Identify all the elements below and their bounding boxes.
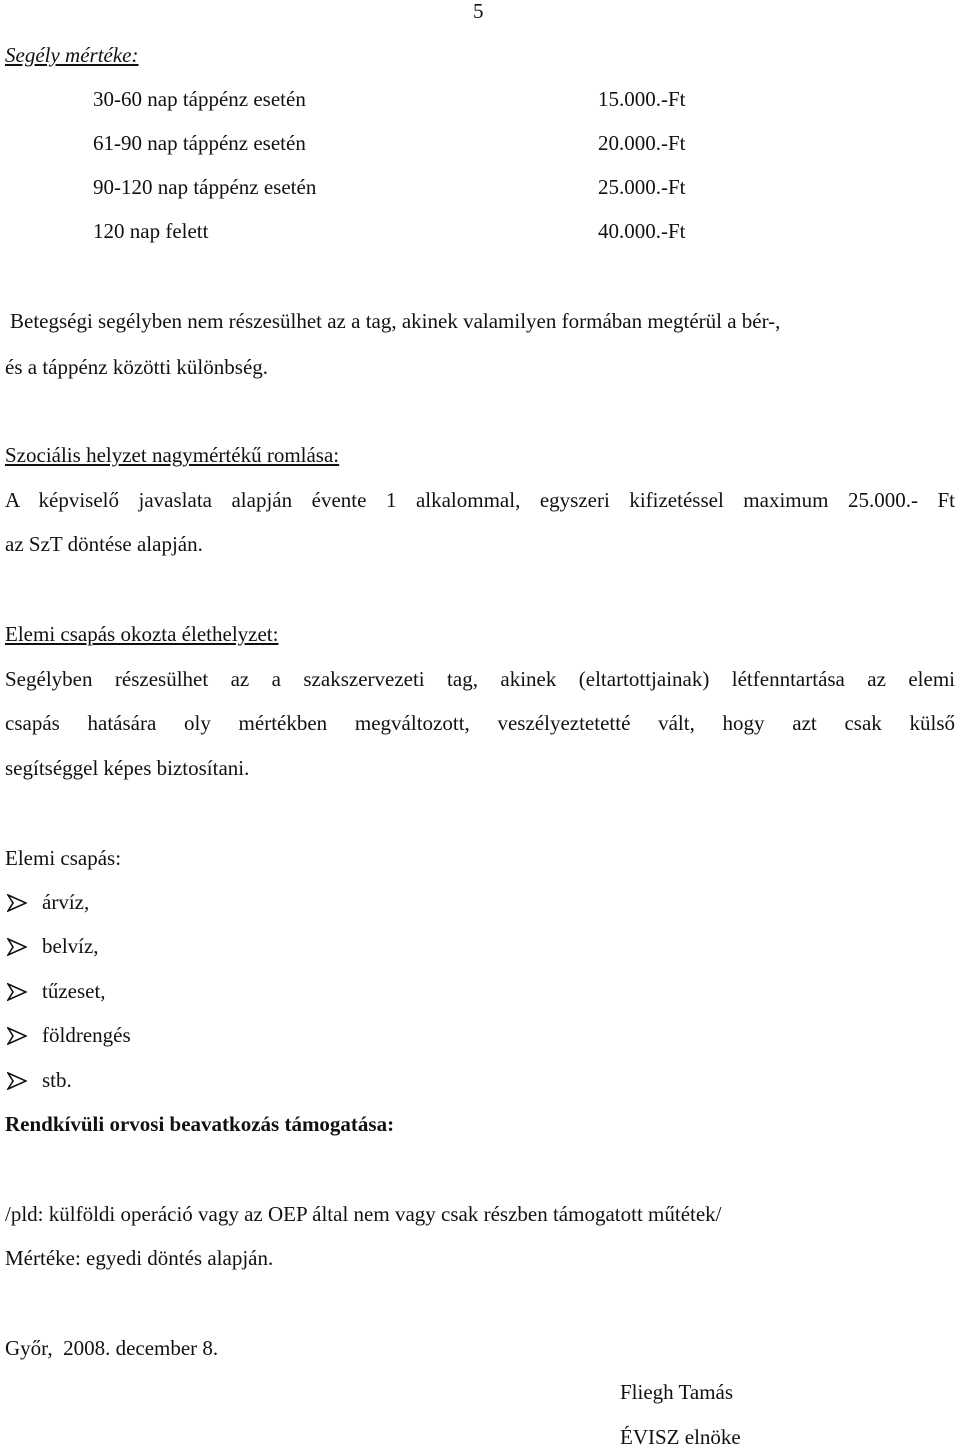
- list-item-text: árvíz,: [42, 890, 90, 914]
- social-situation-line: az SzT döntése alapján.: [5, 532, 203, 556]
- list-item-text: földrengés: [42, 1023, 131, 1047]
- rate-label: 90-120 nap táppénz esetén: [93, 175, 317, 199]
- disaster-situation-heading: Elemi csapás okozta élethelyzet:: [5, 622, 279, 646]
- arrowhead-bullet-icon: [7, 1067, 27, 1090]
- signatory-name: Fliegh Tamás: [620, 1380, 734, 1404]
- social-situation-line: A képviselő javaslata alapján évente 1 alkalommal, egyszeri kifizetéssel maximum 25.000.- Ft: [5, 488, 955, 512]
- arrowhead-bullet-icon: [7, 933, 27, 956]
- arrowhead-bullet-icon: [7, 978, 27, 1001]
- disaster-situation-line: csapás hatására oly mértékben megváltozott, veszélyeztetetté vált, hogy azt csak külső: [5, 711, 955, 735]
- signatory-title: ÉVISZ elnöke: [620, 1425, 741, 1449]
- rate-label: 61-90 nap táppénz esetén: [93, 131, 306, 155]
- sickness-note-line: Betegségi segélyben nem részesülhet az a tag, akinek valamilyen formában megtérül a bér-,: [10, 309, 781, 333]
- list-item-text: tűzeset,: [42, 979, 106, 1003]
- page-number: 5: [473, 0, 484, 23]
- list-item-text: belvíz,: [42, 934, 99, 958]
- medical-support-line: Mértéke: egyedi döntés alapján.: [5, 1246, 274, 1270]
- list-item-text: stb.: [42, 1068, 72, 1092]
- rate-amount: 40.000.-Ft: [598, 219, 686, 243]
- rate-amount: 15.000.-Ft: [598, 87, 686, 111]
- arrowhead-bullet-icon: [7, 889, 27, 912]
- social-situation-heading: Szociális helyzet nagymértékű romlása:: [5, 443, 340, 467]
- arrowhead-bullet-icon: [7, 1022, 27, 1045]
- medical-support-heading: Rendkívüli orvosi beavatkozás támogatása:: [5, 1112, 395, 1136]
- place-date: Győr, 2008. december 8.: [5, 1336, 219, 1360]
- rate-label: 30-60 nap táppénz esetén: [93, 87, 306, 111]
- medical-support-line: /pld: külföldi operáció vagy az OEP által nem vagy csak részben támogatott műtétek/: [5, 1202, 722, 1226]
- disaster-situation-line: Segélyben részesülhet az a szakszervezeti tag, akinek (eltartottjainak) létfenntartása az elemi: [5, 667, 955, 691]
- rate-amount: 25.000.-Ft: [598, 175, 686, 199]
- support-amounts-heading: Segély mértéke:: [5, 43, 139, 67]
- disaster-situation-line: segítséggel képes biztosítani.: [5, 756, 250, 780]
- disaster-list-heading: Elemi csapás:: [5, 846, 122, 870]
- sickness-note-line: és a táppénz közötti különbség.: [5, 355, 269, 379]
- rate-label: 120 nap felett: [93, 219, 209, 243]
- rate-amount: 20.000.-Ft: [598, 131, 686, 155]
